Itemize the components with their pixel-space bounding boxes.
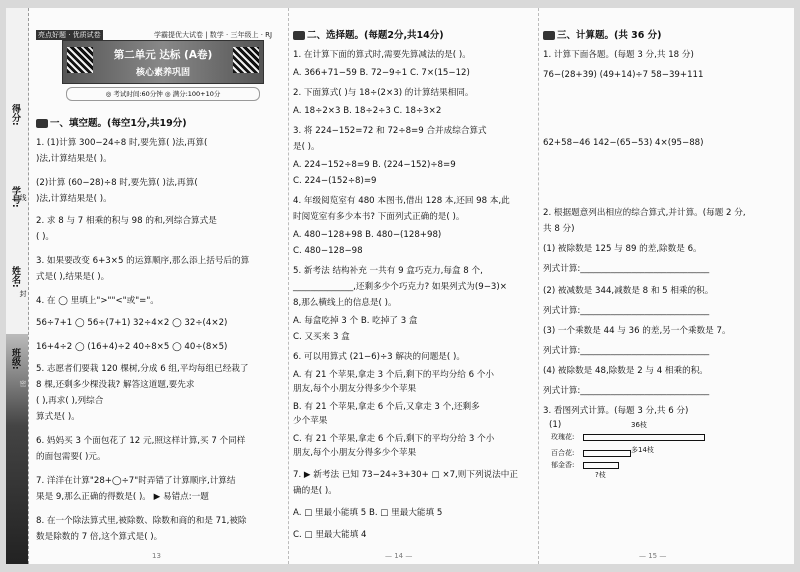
question-line: 8 棵,还剩多少棵没栽? 解答这道题,要先求: [36, 380, 195, 390]
answer-line[interactable]: 列式计算:______________________________: [543, 264, 710, 274]
page-number-14: — 14 —: [385, 552, 413, 560]
section-calculation: 三、计算题。(共 36 分): [543, 30, 662, 41]
section-choice: 二、选择题。(每题2分,共14分): [293, 30, 444, 41]
sub-question: (1) 被除数是 125 与 89 的差,除数是 6。: [543, 244, 702, 254]
option-line: A. □ 里最小能填 5 B. □ 里最大能填 5: [293, 508, 443, 518]
question-line: 6. 妈妈买 3 个面包花了 12 元,照这样计算,买 7 个同样: [36, 436, 246, 446]
question-line: )法,计算结果是( )。: [36, 194, 112, 204]
sub-question: (4) 被除数是 48,除数是 2 与 4 相乘的积。: [543, 366, 708, 376]
binding-margin: [6, 8, 29, 564]
option-line: C. 224−(152÷8)=9: [293, 176, 377, 186]
compare-row-1: 56÷7+1 ◯ 56÷(7+1) 32÷4×2 ◯ 32÷(4×2): [36, 318, 228, 328]
question-line: 果是 9,那么正确的得数是( )。 ▶ 易错点:一题: [36, 492, 209, 502]
qr-code-icon-right: [233, 47, 259, 73]
banner-subtitle: 核心素养巩固: [135, 68, 190, 78]
section-icon: [293, 31, 305, 40]
option-line: A. 224−152÷8=9 B. (224−152)÷8=9: [293, 160, 456, 170]
diagram-mid-label: 多14枝: [631, 446, 654, 454]
question-line: 4. 年级阅览室有 480 本图书,借出 128 本,还回 98 本,此: [293, 196, 510, 206]
question-line: 3. 如果要改变 6+3×5 的运算顺序,那么添上括号后的算: [36, 256, 250, 266]
diagram-number: (1): [549, 420, 562, 430]
tulip-bar: [583, 462, 619, 469]
option-line: A. 18÷2×3 B. 18÷2÷3 C. 18÷3×2: [293, 106, 442, 116]
banner-title: 第二单元 达标 (A卷): [113, 49, 213, 61]
qr-code-icon: [67, 47, 93, 73]
series-header: 学霸提优大试卷 | 数学 · 三年级上 · RJ: [154, 31, 273, 39]
student-id-label: 学号:: [10, 186, 20, 208]
option-line: 朋友,每个小朋友分得多少个苹果: [293, 448, 417, 458]
calc-row-2: 62+58−46 142−(65−53) 4×(95−88): [543, 138, 704, 148]
section-icon: [543, 31, 555, 40]
question-line: 4. 在 ◯ 里填上">""<"或"="。: [36, 296, 159, 306]
seal-mark-secret: 密: [19, 380, 27, 387]
option-line: A. 366+71−59 B. 72−9÷1 C. 7×(15−12): [293, 68, 470, 78]
question-line: ( ),再求( ),列综合: [36, 396, 104, 406]
diagram-tulip-label: 郁金香:: [551, 461, 575, 469]
question-line: 3. 看图列式计算。(每题 3 分,共 6 分): [543, 406, 689, 416]
option-line: C. 480−128−98: [293, 246, 363, 256]
seal-mark-line: 线: [19, 194, 27, 201]
question-line: (2)计算 (60−28)÷8 时,要先算( )法,再算(: [36, 178, 198, 188]
question-line: 数是除数的 7 倍,这个算式是( )。: [36, 532, 163, 542]
option-line: 朋友,每个小朋友分得多少个苹果: [293, 384, 417, 394]
option-line: B. 有 21 个苹果,拿走 6 个后,又拿走 3 个,还剩多: [293, 402, 480, 412]
question-line: 1. 在计算下面的算式时,需要先算减法的是( )。: [293, 50, 471, 60]
middle-column: [288, 8, 533, 564]
answer-line[interactable]: 列式计算:______________________________: [543, 386, 710, 396]
question-line: 2. 求 8 与 7 相乘的积与 98 的和,列综合算式是: [36, 216, 217, 226]
left-column: [32, 8, 282, 564]
question-line: 算式是( )。: [36, 412, 80, 422]
option-line: A. 有 21 个苹果,拿走 3 个后,剩下的平均分给 6 个小: [293, 370, 495, 380]
diagram-top-label: 36枝: [631, 421, 647, 429]
option-line: A. 480−128+98 B. 480−(128+98): [293, 230, 442, 240]
question-line: 共 8 分): [543, 224, 575, 234]
question-line: 1. (1)计算 300−24÷8 时,要先算( )法,再算(: [36, 138, 208, 148]
unit-banner: [62, 40, 264, 84]
sub-question: (2) 被减数是 344,减数是 8 和 5 相乘的积。: [543, 286, 714, 296]
top-tag: 亮点好题 · 优质试卷: [38, 31, 101, 39]
option-line: C. 又买来 3 盒: [293, 332, 350, 342]
calc-row-1: 76−(28+39) (49+14)÷7 58−39+111: [543, 70, 704, 80]
question-line: ______________,还剩多少个巧克力? 如果列式为(9−3)×: [293, 282, 507, 292]
page-number-15: — 15 —: [639, 552, 667, 560]
page-number-13: 13: [152, 552, 161, 560]
answer-line[interactable]: 列式计算:______________________________: [543, 346, 710, 356]
question-line: 2. 根据题意列出相应的综合算式,并计算。(每题 2 分,: [543, 208, 746, 218]
option-line: 少个苹果: [293, 416, 328, 426]
bar-diagram: [545, 420, 715, 480]
exam-page: [6, 8, 794, 564]
question-line: 8,那么横线上的信息是( )。: [293, 298, 397, 308]
sub-question: (3) 一个乘数是 44 与 36 的差,另一个乘数是 7。: [543, 326, 731, 336]
question-line: 5. 志愿者们要栽 120 棵树,分成 6 组,平均每组已经栽了: [36, 364, 249, 374]
question-line: 时阅览室有多少本书? 下面列式正确的是( )。: [293, 212, 465, 222]
question-line: 3. 将 224−152=72 和 72÷8=9 合并成综合算式: [293, 126, 487, 136]
diagram-bottom-label: ?枝: [595, 471, 606, 479]
question-line: 2. 下面算式( )与 18÷(2×3) 的计算结果相同。: [293, 88, 474, 98]
compare-row-2: 16+4÷2 ◯ (16+4)÷2 40÷8×5 ◯ 40÷(8×5): [36, 342, 228, 352]
class-label: 班级:: [10, 348, 20, 370]
score-label: 得分:: [10, 104, 20, 126]
exam-info: ◎ 考试时间:60分钟 ◎ 满分:100+10分: [66, 87, 260, 101]
diagram-rose-label: 玫瑰花:: [551, 433, 575, 441]
question-line: )法,计算结果是( )。: [36, 154, 112, 164]
option-line: C. 有 21 个苹果,拿走 6 个后,剩下的平均分给 3 个小: [293, 434, 495, 444]
answer-line[interactable]: 列式计算:______________________________: [543, 306, 710, 316]
question-line: 8. 在一个除法算式里,被除数、除数和商的和是 71,被除: [36, 516, 247, 526]
question-line: 确的是( )。: [293, 486, 337, 496]
rose-bar: [583, 434, 705, 441]
question-line: 6. 可以用算式 (21−6)÷3 解决的问题是( )。: [293, 352, 465, 362]
question-line: 5. 新考法 结构补充 一共有 9 盒巧克力,每盒 8 个,: [293, 266, 483, 276]
diagram-lily-label: 百合花:: [551, 449, 575, 457]
section-icon: [36, 119, 48, 128]
question-line: 式是( ),结果是( )。: [36, 272, 110, 282]
question-line: 是( )。: [293, 142, 320, 152]
question-line: 7. ▶ 新考法 已知 73−24÷3+30+ □ ×7,则下列说法中正: [293, 470, 518, 480]
question-line: 的面包需要( )元。: [36, 452, 106, 462]
section-fill-blank: 一、填空题。(每空1分,共19分): [36, 118, 187, 129]
right-column: [538, 8, 793, 564]
option-line: A. 每盒吃掉 3 个 B. 吃掉了 3 盒: [293, 316, 418, 326]
name-label: 姓名:: [10, 266, 20, 288]
option-line: C. □ 里最大能填 4: [293, 530, 367, 540]
lily-bar: [583, 450, 631, 457]
question-line: 7. 洋洋在计算"28+◯÷7"时弄错了计算顺序,计算结: [36, 476, 236, 486]
question-line: ( )。: [36, 232, 55, 242]
question-line: 1. 计算下面各题。(每题 3 分,共 18 分): [543, 50, 694, 60]
seal-mark-seal: 封: [19, 290, 27, 297]
